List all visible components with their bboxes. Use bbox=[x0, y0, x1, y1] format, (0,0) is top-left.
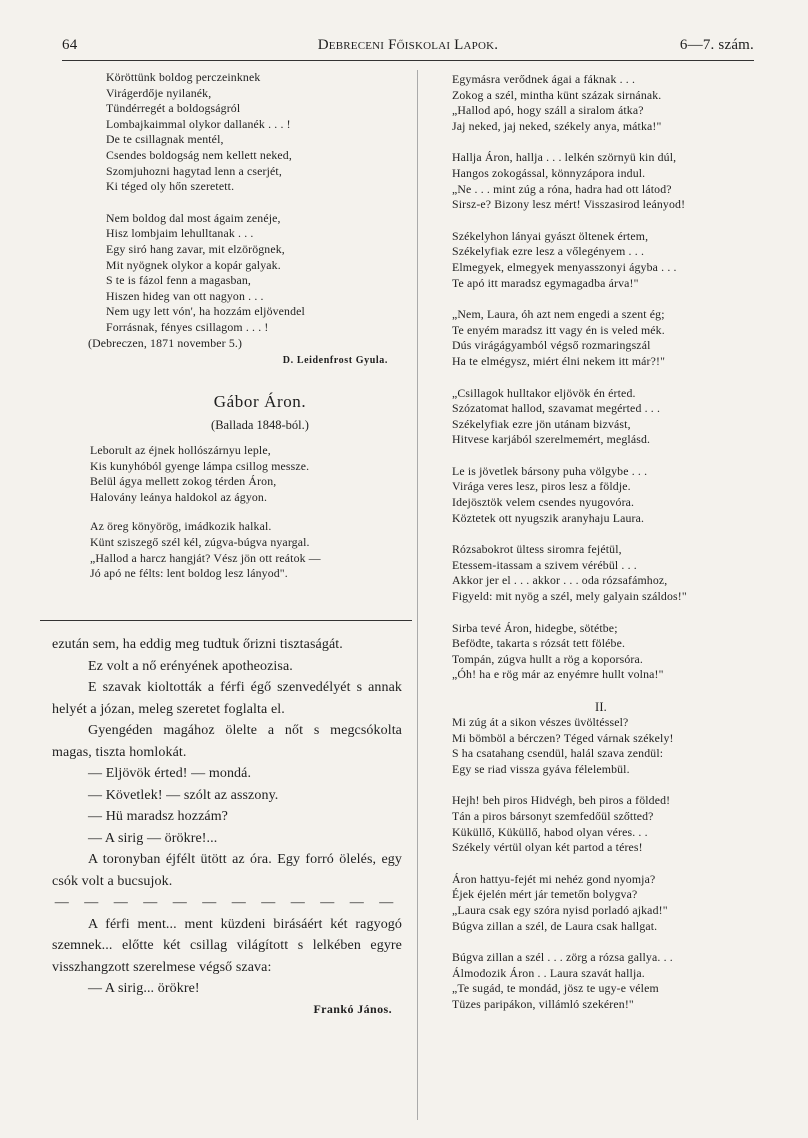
poem-place-date: (Debreczen, 1871 november 5.) bbox=[88, 335, 243, 350]
left-column bbox=[80, 70, 410, 582]
poem-line: „Hallod apó, hogy száll a siralom átka? bbox=[452, 103, 644, 118]
poem-line: Nem ugy lett vón', ha hozzám eljövendel bbox=[106, 304, 305, 319]
poem-line: Virágerdője nyilanék, bbox=[106, 85, 212, 100]
poem-line: „Hallod a harcz hangját? Vész jön ott reátok — bbox=[90, 550, 321, 565]
poem-line: Belül ágya mellett zokog térden Áron, bbox=[90, 474, 277, 489]
poem-line: Tán a piros bársonyt szemfedőül szőtted? bbox=[452, 808, 654, 823]
prose-paragraph: A férfi ment... ment küzdeni birásáért két ragyogó szemnek... előtte két csillag világított s lelkében egyre visszhangzott szerelmese végső szava: bbox=[52, 916, 402, 975]
poem-line: Székelyfiak ezre jön utánam bizvást, bbox=[452, 416, 631, 431]
poem-line: Csendes boldogság nem kellett neked, bbox=[106, 147, 292, 162]
right-poem-stanza bbox=[446, 464, 756, 526]
poem-line: Székely vértül olyan két partod a téres! bbox=[452, 840, 643, 855]
prose-paragraph: E szavak kioltották a férfi égő szenvedélyét s annak helyét a józan, meleg szeretet foglalta el. bbox=[52, 680, 402, 717]
poem-line: Forrásnak, fényes csillagom . . . ! bbox=[106, 319, 269, 334]
poem-line: „Laura csak egy szóra nyisd porladó ajkad!" bbox=[452, 902, 668, 917]
poem-line: Te enyém maradsz itt vagy én is veled mék. bbox=[452, 322, 665, 337]
dialog-line: — A sirig... örökre! bbox=[88, 981, 200, 996]
poem-line: Sirsz-e? Bizony lesz mért! Visszasirod leányod! bbox=[452, 197, 686, 212]
journal-title: Debreceni Főiskolai Lapok. bbox=[317, 37, 499, 53]
right-poem-stanza bbox=[446, 872, 756, 934]
left-poem-stanza bbox=[80, 211, 410, 351]
poem-line: Nem boldog dal most ágaim zenéje, bbox=[106, 210, 281, 225]
poem-line: Befödte, takarta s rózsát tett fölébe. bbox=[452, 636, 626, 651]
poem-line: Hiszen hideg van ott nagyon . . . bbox=[106, 288, 264, 303]
right-poem-stanza bbox=[446, 386, 756, 448]
dialog-line: — Hü maradsz hozzám? bbox=[88, 809, 228, 824]
right-poem-stanza bbox=[446, 793, 756, 855]
right-column bbox=[446, 72, 756, 1013]
poem-line: Tüzes paripákon, villámló szekéren!" bbox=[452, 996, 634, 1011]
dialog-line: — Követlek! — szólt az asszony. bbox=[88, 787, 279, 803]
dash-separator: — — — — — — — — — — — — bbox=[54, 895, 400, 910]
left-poem-stanza bbox=[80, 70, 410, 195]
poem-line: Tündérregét a boldogságról bbox=[106, 101, 241, 116]
poem-line: Figyeld: mit nyög a szél, mely galyain száldos!" bbox=[452, 589, 687, 604]
right-poem-stanza bbox=[446, 307, 756, 369]
poem-line: Az öreg könyörög, imádkozik halkal. bbox=[90, 519, 272, 534]
poem-line: S te is fázol fenn a magasban, bbox=[106, 273, 252, 288]
poem-line: Virága veres lesz, piros lesz a földje. bbox=[452, 479, 631, 494]
poem-line: Etessem-itassam a szivem vérébül . . . bbox=[452, 557, 637, 572]
poem-line: „Nem, Laura, óh azt nem engedi a szent ég; bbox=[452, 307, 665, 322]
right-poem-stanza bbox=[446, 950, 756, 1012]
dialog-line: — A sirig — örökre!... bbox=[88, 830, 218, 846]
poem-line: Elmegyek, elmegyek menyasszonyi ágyba . . . bbox=[452, 259, 677, 274]
poem-line: Hejh! beh piros Hidvégh, beh piros a földed! bbox=[452, 793, 671, 808]
poem-line: Éjek éjelén mért jár temetőn bolygva? bbox=[452, 887, 638, 902]
issue-number: 6—7. szám. bbox=[679, 37, 754, 53]
poem-line: „Óh! ha e rög már az enyémre hullt volna!" bbox=[452, 667, 664, 682]
prose-paragraph: Gyengéden magához ölelte a nőt s megcsókolta magas, tiszta homlokát. bbox=[52, 723, 402, 760]
ballad-title: Gábor Áron. bbox=[213, 392, 307, 412]
poem-line: Leborult az éjnek hollószárnyu leple, bbox=[90, 443, 271, 458]
poem-line: „Csillagok hulltakor eljövök én érted. bbox=[452, 385, 636, 400]
prose-paragraph: A toronyban éjfélt ütött az óra. Egy forró ölelés, egy csók volt a bucsujok. bbox=[52, 852, 402, 889]
poem-line: Zokog a szél, mintha künt százak sirnának. bbox=[452, 87, 662, 102]
poem-line: Mit nyögnek olykor a kopár galyak. bbox=[106, 257, 281, 272]
ballad-stanza bbox=[80, 519, 410, 581]
poem-line: Székelyhon lányai gyászt öltenek értem, bbox=[452, 228, 649, 243]
prose-author: Frankó János. bbox=[313, 1001, 392, 1016]
poem-line: Szomjuhozni hagytad lenn a cserjét, bbox=[106, 163, 282, 178]
poem-line: Hisz lombjaim lehulltanak . . . bbox=[106, 226, 254, 241]
page-header bbox=[62, 34, 754, 61]
column-divider bbox=[417, 70, 418, 1120]
poem-line: Lombajkaimmal olykor dallanék . . . ! bbox=[106, 116, 291, 131]
section-divider bbox=[40, 620, 412, 621]
dialog-line: — Eljövök érted! — mondá. bbox=[88, 766, 252, 781]
poem-line: Hallja Áron, hallja . . . lelkén szörnyü kin dúl, bbox=[452, 150, 677, 165]
section-numeral-block bbox=[446, 699, 756, 777]
poem-line: Búgva zillan a szél . . . zörg a rózsa gallya. . . bbox=[452, 950, 673, 965]
poem-author: D. Leidenfrost Gyula. bbox=[282, 355, 388, 367]
poem-line: Halovány leánya haldokol az ágyon. bbox=[90, 489, 268, 504]
right-poem-stanza bbox=[446, 229, 756, 291]
poem-line: Rózsabokrot ültess siromra fejétül, bbox=[452, 542, 622, 557]
section-numeral: II. bbox=[595, 700, 607, 714]
ballad-stanza bbox=[80, 443, 410, 505]
poem-line: S ha csatahang csendül, halál szava zendül: bbox=[452, 746, 664, 761]
prose-section bbox=[52, 634, 402, 1017]
poem-line: Dús virágágyamból végső rozmaringszál bbox=[452, 338, 651, 353]
right-poem-stanza bbox=[446, 621, 756, 683]
poem-line: Tompán, zúgva hullt a rög a koporsóra. bbox=[452, 651, 643, 666]
prose-paragraph: Ez volt a nő erényének apotheozisa. bbox=[88, 658, 293, 674]
poem-line: Jaj neked, jaj neked, székely anya, mátka!" bbox=[452, 118, 662, 133]
poem-line: „Te sugád, te mondád, jösz te ugy-e vélem bbox=[452, 981, 659, 996]
poem-line: „Ne . . . mint zúg a róna, hadra had ott látod? bbox=[452, 181, 672, 196]
right-poem-stanza bbox=[446, 150, 756, 212]
ballad-body bbox=[80, 443, 410, 582]
poem-line: Mi bömböl a bérczen? Téged várnak székely! bbox=[452, 730, 674, 745]
prose-paragraph: ezután sem, ha eddig meg tudtuk őrizni tisztaságát. bbox=[52, 637, 343, 652]
poem-line: Búgva zillan a szél, de Laura csak hallgat. bbox=[452, 918, 658, 933]
poem-line: Kis kunyhóból gyenge lámpa csillog messze. bbox=[90, 458, 310, 473]
poem-line: Álmodozik Áron . . Laura szavát hallja. bbox=[452, 965, 645, 980]
poem-line: Künt sziszegő szél kél, zúgva-búgva nyargal. bbox=[90, 535, 310, 550]
poem-line: Székelyfiak ezre lesz a vőlegényem . . . bbox=[452, 244, 645, 259]
poem-line: Mi zúg át a sikon vészes üvöltéssel? bbox=[452, 715, 629, 729]
poem-line: Hitvese karjából szerelmemért, meglásd. bbox=[452, 432, 651, 447]
poem-line: Egy se riad vissza gyáva félelembül. bbox=[452, 761, 630, 776]
poem-line: Jó apó ne félts: lent boldog lesz lányod". bbox=[90, 566, 288, 581]
poem-line: Egymásra verődnek ágai a fáknak . . . bbox=[452, 72, 636, 86]
poem-line: Küküllő, Küküllő, habod olyan véres. . . bbox=[452, 824, 648, 839]
page-number: 64 bbox=[62, 37, 78, 53]
ballad-subtitle: (Ballada 1848-ból.) bbox=[211, 418, 309, 433]
right-poem-stanza bbox=[446, 72, 756, 134]
poem-line: Ki téged oly hőn szeretett. bbox=[106, 179, 235, 194]
poem-line: Köröttünk boldog perczeinknek bbox=[106, 70, 261, 84]
poem-line: De te csillagnak mentél, bbox=[106, 132, 224, 147]
poem-line: Te apó itt maradsz egymagadba árva!" bbox=[452, 275, 639, 290]
poem-line: Ha te elmégysz, miért élni nekem itt már?!" bbox=[452, 353, 666, 368]
poem-line: Idejösztök velem csendes nyugovóra. bbox=[452, 495, 635, 510]
poem-line: Egy siró hang zavar, mit elzörögnek, bbox=[106, 241, 285, 256]
poem-line: Szózatomat hallod, szavamat megérted . . . bbox=[452, 401, 661, 416]
poem-line: Le is jövetlek bársony puha völgybe . . . bbox=[452, 463, 648, 478]
poem-line: Köztetek ott nyugszik aranyhaju Laura. bbox=[452, 510, 645, 525]
poem-line: Sirba tevé Áron, hidegbe, sötétbe; bbox=[452, 620, 618, 635]
right-poem-stanza bbox=[446, 542, 756, 604]
poem-line: Hangos zokogással, könnyzápora indul. bbox=[452, 165, 646, 180]
poem-line: Áron hattyu-fejét mi nehéz gond nyomja? bbox=[452, 871, 656, 886]
poem-line: Akkor jer el . . . akkor . . . oda rózsafámhoz, bbox=[452, 573, 668, 588]
